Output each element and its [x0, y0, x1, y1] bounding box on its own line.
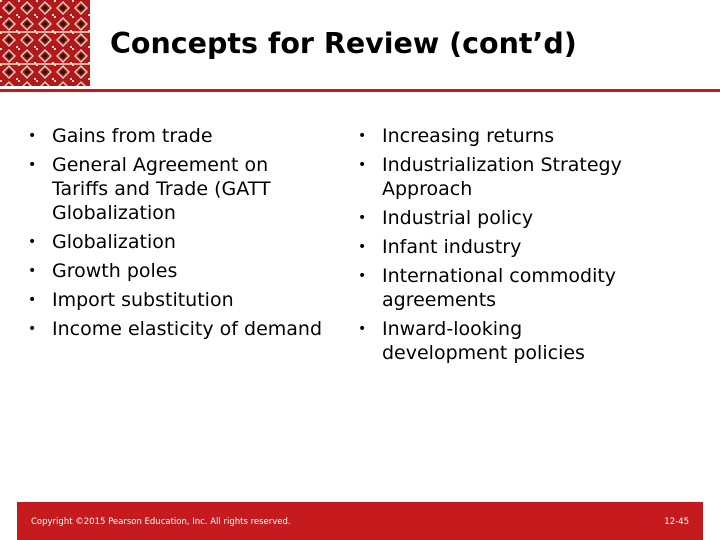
bullet-icon: • — [358, 210, 367, 226]
footer-bar — [17, 502, 703, 540]
bullet-icon: • — [28, 263, 37, 279]
bullet-icon: • — [358, 128, 367, 144]
list-item — [358, 206, 688, 230]
list-item — [28, 288, 358, 312]
list-item — [28, 124, 358, 148]
bullet-icon: • — [358, 157, 367, 173]
bullet-icon: • — [358, 321, 367, 337]
textile-pattern-logo — [0, 0, 90, 86]
list-item-text: Industrial policy — [382, 207, 534, 229]
list-item-text: International commodity agreements — [382, 265, 617, 311]
list-item-text: Gains from trade — [52, 125, 213, 147]
copyright-text: Copyright ©2015 Pearson Education, Inc. All rights reserved. — [31, 517, 291, 527]
list-item-text: Globalization — [52, 231, 176, 253]
list-item-text: Growth poles — [52, 260, 178, 282]
slide-title: Concepts for Review (cont’d) — [110, 27, 577, 60]
list-item-text: Import substitution — [52, 289, 234, 311]
list-item-text: Income elasticity of demand — [52, 318, 323, 340]
list-item-text: Increasing returns — [382, 125, 555, 147]
list-item — [358, 317, 688, 365]
bullet-icon: • — [358, 268, 367, 284]
list-item — [28, 153, 358, 225]
bullet-icon: • — [358, 239, 367, 255]
list-item — [358, 235, 688, 259]
list-item-text: Infant industry — [382, 236, 522, 258]
right-bullet-list — [358, 124, 688, 370]
list-item — [28, 259, 358, 283]
list-item — [28, 317, 358, 341]
bullet-icon: • — [28, 292, 37, 308]
bullet-icon: • — [28, 234, 37, 250]
list-item — [358, 264, 688, 312]
bullet-icon: • — [28, 157, 37, 173]
bullet-icon: • — [28, 321, 37, 337]
list-item-text: General Agreement on Tariffs and Trade (GATT Globalization — [52, 154, 271, 224]
left-bullet-list — [28, 124, 358, 346]
bullet-icon: • — [28, 128, 37, 144]
list-item-text: Industrialization Strategy Approach — [382, 154, 622, 200]
list-item — [28, 230, 358, 254]
list-item-text: Inward-looking development policies — [382, 318, 585, 364]
title-divider — [0, 89, 720, 92]
list-item — [358, 153, 688, 201]
list-item — [358, 124, 688, 148]
page-number: 12-45 — [664, 517, 689, 527]
